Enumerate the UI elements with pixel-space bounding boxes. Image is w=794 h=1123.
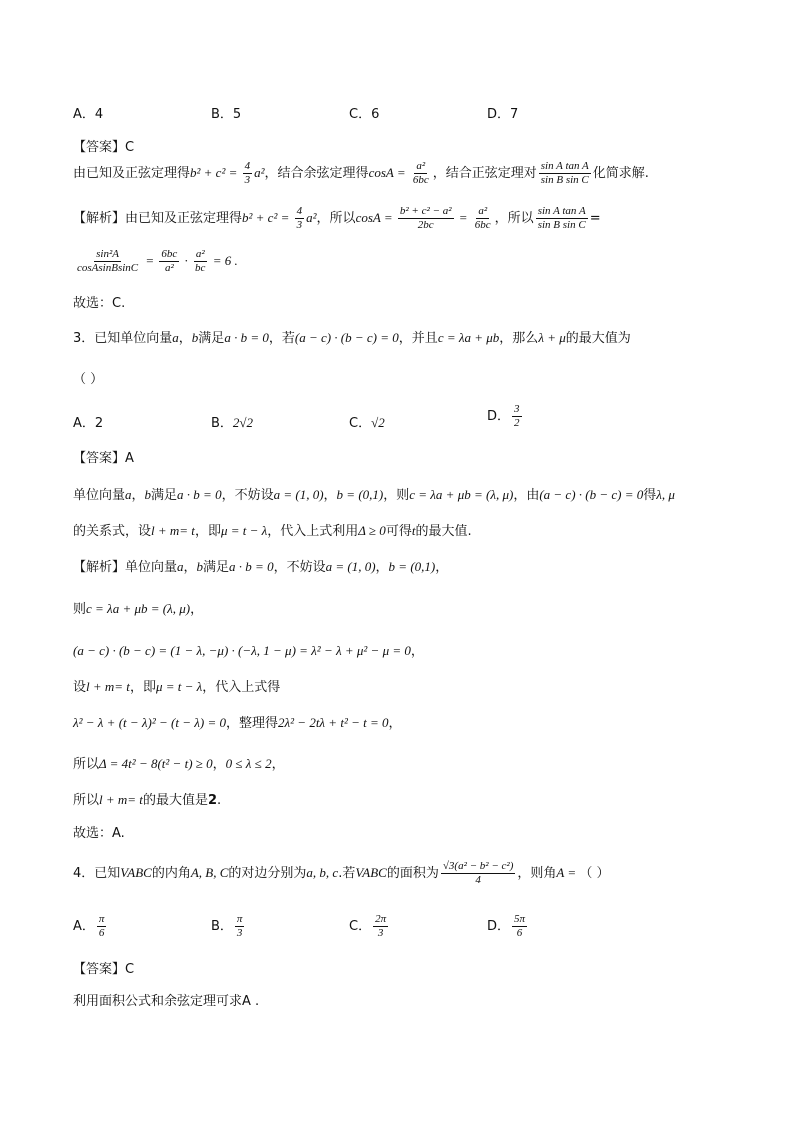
formula: λ + μ [538, 330, 566, 345]
formula: 2λ² − 2tλ + t² − t = 0 [278, 715, 389, 730]
q2-solution-line-1 [73, 205, 601, 232]
formula: b [144, 487, 152, 502]
text: 由已知及正弦定理得 [73, 166, 191, 181]
formula: cosA = [368, 165, 409, 180]
text: 则 [73, 602, 87, 617]
q3-hint-line-2 [73, 520, 472, 539]
q2-option-d: D．7 [487, 107, 519, 122]
denominator: 6 [98, 927, 105, 939]
numerator: √3(a² − b² − c²) [442, 860, 514, 872]
q3-solution-line-6 [73, 753, 285, 772]
text: 【解析】单位向量 [73, 560, 178, 575]
numerator: a² [478, 205, 488, 217]
text: ， [271, 757, 285, 772]
text: ，由 [513, 488, 540, 503]
text: ，即 [129, 680, 156, 695]
denominator: 3 [377, 927, 384, 939]
numerator: π [236, 913, 243, 925]
numerator: 5π [514, 913, 526, 925]
text: 的对边分别为 [228, 866, 307, 881]
text: ，代入上式得 [202, 680, 281, 695]
formula: a · b = 0 [229, 559, 274, 574]
text: ，所以 [494, 211, 534, 226]
text: . [217, 793, 222, 808]
q4-hint: 利用面积公式和余弦定理可求A . [73, 994, 260, 1009]
formula: μ = t − λ [220, 523, 268, 538]
formula: Δ = 4t² − 8(t² − t) ≥ 0 [99, 756, 213, 771]
denominator: a² [164, 262, 174, 274]
text: ， [388, 716, 402, 731]
text: ， [190, 602, 204, 617]
denominator: 4 [475, 874, 481, 886]
q3-option-c [349, 412, 385, 431]
numerator: b² + c² − a² [399, 205, 452, 217]
denominator: 6 [516, 927, 523, 939]
text: 的面积为 [386, 866, 439, 881]
q3-solution-line-7 [73, 789, 221, 808]
formula: b [196, 559, 204, 574]
q4-answer: 【答案】C [73, 962, 135, 977]
text: ，代入上式利用 [267, 524, 359, 539]
numerator: sin²A [96, 248, 119, 260]
formula: b² + c² = [190, 165, 241, 180]
formula: (a − c) · (b − c) = 0 [539, 487, 644, 502]
text: ， [178, 331, 192, 346]
numerator: 6bc [161, 248, 178, 260]
formula: a [177, 559, 184, 574]
formula: μ = t − λ [155, 679, 203, 694]
denominator: sin B sin C [540, 174, 589, 186]
q3-solution-line-4 [73, 676, 280, 695]
text: 满足 [203, 560, 230, 575]
q2-answer: 【答案】C [73, 140, 135, 155]
formula: c = λa + μb = (λ, μ) [86, 601, 191, 616]
numerator: a² [195, 248, 205, 260]
formula: Δ ≥ 0 [358, 523, 386, 538]
denominator: cosAsinBsinC [77, 262, 139, 274]
text: ，不妨设 [273, 560, 326, 575]
formula: a, b, c [306, 865, 339, 880]
text: ，结合正弦定理对 [432, 166, 537, 181]
text: ， [410, 644, 424, 659]
denominator: 6bc [412, 174, 429, 186]
fraction [235, 913, 245, 940]
formula: l + m= t [151, 523, 195, 538]
text: ，所以 [316, 211, 356, 226]
text: .若 [338, 866, 356, 881]
text: ，结合余弦定理得 [264, 166, 369, 181]
text: 的最大值为 [565, 331, 631, 346]
numerator: sin A tan A [540, 160, 589, 172]
text: ， [131, 488, 145, 503]
formula: t [411, 523, 416, 538]
q4-stem [73, 860, 610, 887]
formula: a² [306, 210, 317, 225]
numerator: 2π [375, 913, 387, 925]
q3-answer-blank: （ ） [73, 372, 104, 387]
text: ， [212, 757, 226, 772]
text: 设 [73, 680, 87, 695]
numerator: 4 [296, 205, 303, 217]
option-label: C． [349, 919, 372, 934]
formula: a² [254, 165, 265, 180]
formula: = [142, 253, 158, 268]
option-label: B． [211, 416, 233, 431]
text: ，即 [194, 524, 221, 539]
text: 所以 [73, 793, 100, 808]
fraction [441, 860, 516, 887]
q2-option-a: A．4 [73, 107, 104, 122]
q3-answer: 【答案】A [73, 451, 134, 466]
text: 得 [643, 488, 657, 503]
text: ， [435, 560, 449, 575]
option-label: C． [349, 416, 372, 431]
q2-solution-line-2 [73, 248, 238, 275]
text: 4．已知 [73, 866, 121, 881]
text: （ ） [579, 866, 610, 881]
q3-choose: 故选：A. [73, 826, 125, 841]
formula: a [125, 487, 132, 502]
formula: (a − c) · (b − c) = (1 − λ, −μ) · (−λ, 1 − μ) = λ² − λ + μ² − μ = 0 [73, 643, 411, 658]
formula: a · b = 0 [224, 330, 269, 345]
q3-option-b [211, 412, 253, 431]
formula: = 6 . [209, 253, 238, 268]
text: ， [323, 488, 337, 503]
q4-option-a [73, 913, 108, 940]
formula: A = [556, 865, 580, 880]
q2-choose: 故选：C. [73, 296, 126, 311]
formula: a = (1, 0) [325, 559, 376, 574]
formula: λ, μ [656, 487, 675, 502]
denominator: 3 [244, 174, 251, 186]
formula: = [455, 210, 471, 225]
fraction [97, 913, 107, 940]
option-label: A． [73, 919, 95, 934]
text: 可得 [385, 524, 412, 539]
fraction [539, 160, 591, 187]
text: ，则角 [517, 866, 557, 881]
q3-solution-line-3 [73, 640, 424, 659]
formula: b [191, 330, 199, 345]
q3-solution-line-2 [73, 598, 203, 617]
denominator: 6bc [474, 219, 491, 231]
option-label: D． [487, 919, 511, 934]
q3-solution-line-1 [73, 556, 448, 575]
denominator: 2bc [417, 219, 434, 231]
fraction [75, 248, 140, 275]
fraction [373, 913, 388, 940]
max-value: 2 [207, 793, 217, 808]
numerator: sin A tan A [537, 205, 586, 217]
q4-option-c [349, 913, 390, 940]
numerator: π [98, 913, 105, 925]
text: 单位向量 [73, 488, 126, 503]
text: ， [183, 560, 197, 575]
formula: c = λa + μb = (λ, μ) [409, 487, 514, 502]
formula: cosA = [355, 210, 396, 225]
formula: l + m= t [99, 792, 143, 807]
text: 的最大值是 [142, 793, 208, 808]
text: ， [375, 560, 389, 575]
text: 的内角 [151, 866, 191, 881]
formula: λ² − λ + (t − λ)² − (t − λ) = 0 [73, 715, 226, 730]
formula: a · b = 0 [177, 487, 222, 502]
option-label: D． [487, 409, 511, 424]
fraction [159, 248, 179, 275]
formula: · [181, 253, 192, 268]
formula: VABC [355, 865, 387, 880]
numerator: 3 [514, 403, 520, 415]
denominator: sin B sin C [537, 219, 586, 231]
q4-option-b [211, 913, 246, 940]
denominator: bc [195, 262, 206, 274]
numerator: 4 [244, 160, 251, 172]
text: 的最大值. [415, 524, 472, 539]
text: ，整理得 [226, 716, 279, 731]
text: 所以 [73, 757, 100, 772]
formula: l + m= t [86, 679, 130, 694]
formula: b = (0,1) [336, 487, 384, 502]
option-value: √2 [371, 415, 385, 430]
text: 满足 [151, 488, 178, 503]
text: = [589, 211, 601, 226]
fraction [473, 205, 493, 232]
q2-option-b: B．5 [211, 107, 242, 122]
formula: VABC [120, 865, 152, 880]
fraction [295, 205, 305, 232]
denominator: 2 [514, 417, 520, 429]
formula: c = λa + μb [437, 330, 500, 345]
option-value: 2√2 [232, 415, 254, 430]
option-label: B． [211, 919, 233, 934]
q3-stem [73, 327, 631, 346]
fraction [411, 160, 431, 187]
numerator: a² [416, 160, 426, 172]
formula: a = (1, 0) [273, 487, 324, 502]
q3-hint-line-1 [73, 484, 675, 503]
q2-option-c: C．6 [349, 107, 380, 122]
text: 【解析】由已知及正弦定理得 [73, 211, 243, 226]
text: ，不妨设 [221, 488, 274, 503]
q3-option-d [487, 403, 524, 430]
fraction [512, 913, 527, 940]
formula: a [172, 330, 179, 345]
text: 3．已知单位向量 [73, 331, 173, 346]
text: ，并且 [398, 331, 438, 346]
formula: A, B, C [190, 865, 229, 880]
fraction [536, 205, 588, 232]
formula: b² + c² = [242, 210, 293, 225]
q2-hint [73, 160, 649, 187]
q3-option-a: A．2 [73, 416, 104, 431]
formula: b = (0,1) [388, 559, 436, 574]
text: 的关系式，设 [73, 524, 152, 539]
denominator: 3 [296, 219, 303, 231]
fraction [512, 403, 522, 430]
denominator: 3 [236, 927, 243, 939]
fraction [243, 160, 253, 187]
fraction [398, 205, 454, 232]
fraction [193, 248, 207, 275]
q4-option-d [487, 913, 529, 940]
text: ，则 [383, 488, 410, 503]
q3-solution-line-5 [73, 712, 402, 731]
text: ，若 [268, 331, 295, 346]
text: 满足 [198, 331, 225, 346]
text: 化简求解. [592, 166, 649, 181]
formula: 0 ≤ λ ≤ 2 [225, 756, 272, 771]
text: ，那么 [499, 331, 539, 346]
formula: (a − c) · (b − c) = 0 [294, 330, 399, 345]
